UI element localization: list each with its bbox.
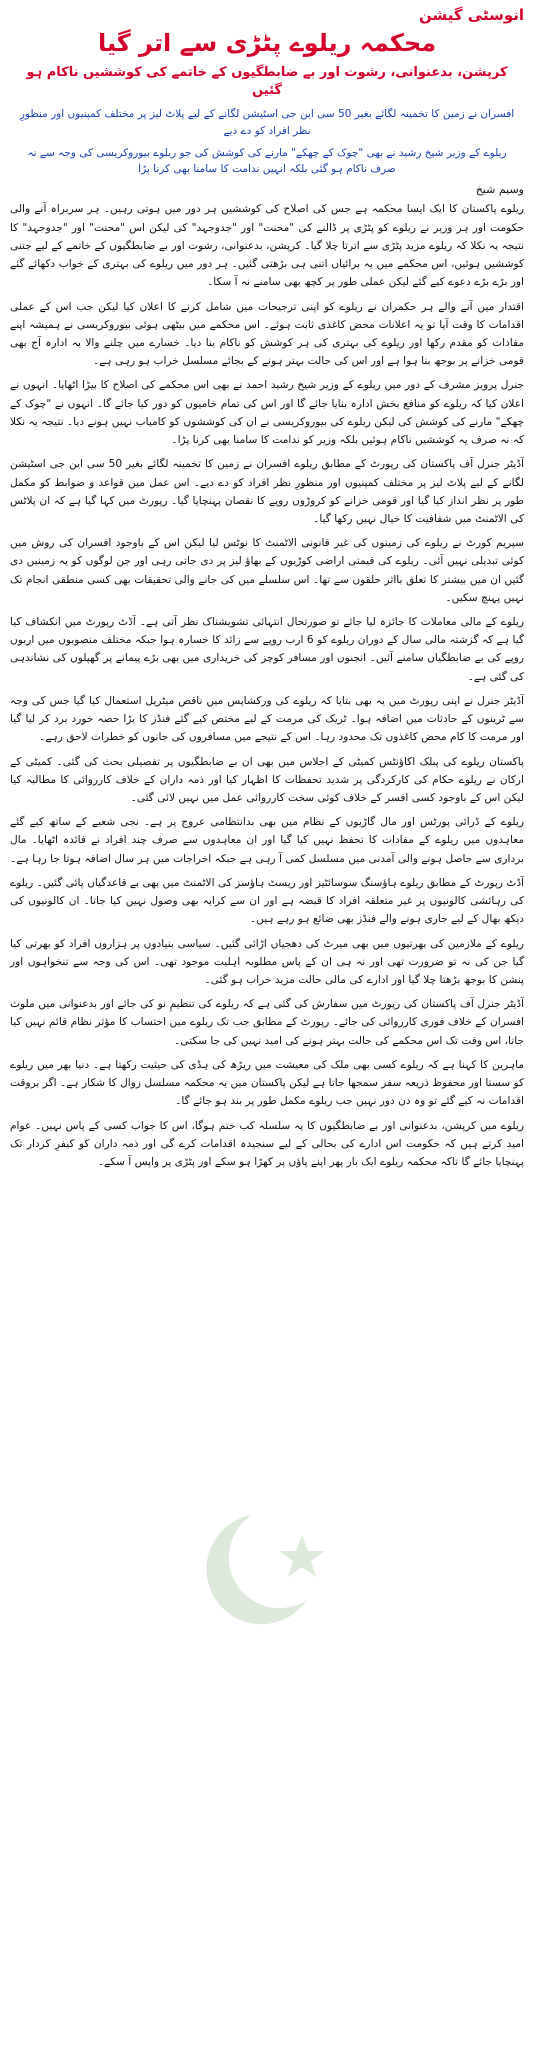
article-paragraph: اقتدار میں آنے والے ہر حکمران نے ریلوے کو اپنی ترجیحات میں شامل کرنے کا اعلان کیا لیکن جب اس کے عملی اقدامات کا وقت آیا تو یہ اعلانات محض کاغذی ثابت ہوئے۔ اس محکمے میں بیٹھی ہوئی بیوروکریسی نے ہمیشہ اپنے مفادات کو مقدم رکھا اور ریلوے کی بہتری کی ہر کوشش کو ناکام بنا دیا۔ خسارے میں چلنے والا یہ ادارہ آج بھی قومی خزانے پر بوجھ بنا ہوا ہے اور اس کی حالت بہتر ہونے کے بجائے مسلسل خراب ہو رہی ہے۔ bbox=[10, 300, 524, 368]
author-byline: وسیم شیخ bbox=[475, 183, 524, 197]
section-label: انوسٹی گیشن bbox=[418, 6, 524, 24]
article-paragraph: آڈیٹر جنرل نے اپنی رپورٹ میں یہ بھی بتایا کہ ریلوے کی ورکشاپس میں ناقص میٹریل استعمال کیا گیا جس کی وجہ سے ٹرینوں کے حادثات میں اضافہ ہوا۔ ٹریک کی مرمت کے لیے مختص کیے گئے فنڈز کا بڑا حصہ خورد برد کر لیا گیا اور مرمت کا کام محض کاغذوں تک محدود رہا۔ اس کے نتیجے میں مسافروں کی جانوں کو خطرات لاحق رہے۔ bbox=[10, 694, 524, 744]
article-headline: محکمہ ریلوے پٹڑی سے اتر گیا bbox=[97, 29, 437, 57]
article-paragraph: جنرل پرویز مشرف کے دور میں ریلوے کے وزیر شیخ رشید احمد نے بھی اس محکمے کی اصلاح کا بیڑا اٹھایا۔ انہوں نے اعلان کیا کہ ریلوے کو منافع بخش ادارہ بنایا جائے گا اور اس کی تمام خامیوں کو دور کیا جائے گا۔ انہوں نے "چوک کے چھکے" مارنے کی کوشش کی لیکن ریلوے کی بیوروکریسی نے ان کی کوششوں کو کامیاب نہیں ہونے دیا۔ نتیجہ یہ نکلا کہ نہ صرف یہ کوششیں ناکام ہوئیں بلکہ وزیر کو ندامت کا سامنا بھی کرنا پڑا۔ bbox=[10, 379, 524, 447]
article-body bbox=[10, 200, 524, 1171]
article-paragraph: سپریم کورٹ نے ریلوے کی زمینوں کی غیر قانونی الاٹمنٹ کا نوٹس لیا لیکن اس کے باوجود افسران کی روش میں کوئی تبدیلی نہیں آئی۔ ریلوے کی قیمتی اراضی کوڑیوں کے بھاؤ لیز پر دی جاتی رہی اور جن لوگوں کو یہ زمینیں دی گئیں ان میں بیشتر کا تعلق بااثر حلقوں سے تھا۔ اس سلسلے میں کی جانے والی تحقیقات بھی کسی منطقی انجام تک نہیں پہنچ سکیں۔ bbox=[10, 537, 524, 604]
article-paragraph: ریلوے پاکستان کا ایک ایسا محکمہ ہے جس کی اصلاح کی کوششیں ہر دور میں ہوتی رہیں۔ ہر سربراہ آنے والی حکومت اور ہر وزیر نے ریلوے کو پٹڑی پر ڈالنے کی "محنت" اور "جدوجہد" کی لیکن اس "محنت" اور "جدوجہد" کا نتیجہ یہ نکلا کہ ریلوے مزید پٹڑی سے اترتا چلا گیا۔ کرپشن، بدعنوانی، رشوت اور بے ضابطگیوں کے خاتمے کے لیے جتنی کوششیں ہوئیں، اس محکمے میں یہ برائیاں اتنی ہی بڑھتی گئیں۔ ہر دور میں ریلوے کی بہتری کے خواب دکھائے گئے اور بڑے بڑے دعوے کیے گئے لیکن عملی طور پر کچھ بھی سامنے نہ آ سکا۔ bbox=[10, 203, 524, 289]
article-paragraph: ریلوے میں کرپشن، بدعنوانی اور بے ضابطگیوں کا یہ سلسلہ کب ختم ہوگا، اس کا جواب کسی کے پاس نہیں۔ عوام امید کرتے ہیں کہ حکومت اس ادارے کی بحالی کے لیے سنجیدہ اقدامات کرے گی اور ذمہ داران کو کیفرِ کردار تک پہنچایا جائے گا تاکہ محکمہ ریلوے ایک بار پھر اپنے پاؤں پر کھڑا ہو سکے اور پٹڑی پر واپس آ سکے۔ bbox=[10, 1119, 524, 1168]
lead-paragraph-1: افسران نے زمین کا تخمینہ لگائے بغیر 50 سی این جی اسٹیشن لگانے کے لیے پلاٹ لیز پر مختلف کمپنیوں اور منظورِ نظر افراد کو دے دیے bbox=[19, 108, 515, 137]
article-paragraph: ریلوے کے مالی معاملات کا جائزہ لیا جائے تو صورتحال انتہائی تشویشناک نظر آتی ہے۔ آڈٹ رپورٹ میں انکشاف کیا گیا ہے کہ گزشتہ مالی سال کے دوران ریلوے کو 6 ارب روپے سے زائد کا خسارہ ہوا جبکہ مختلف منصوبوں میں اربوں روپے کی بے ضابطگیاں سامنے آئیں۔ انجنوں اور مسافر کوچز کی خریداری میں بھی بڑے پیمانے پر گھپلوں کی نشاندہی کی گئی ہے۔ bbox=[10, 616, 524, 683]
article-paragraph: آڈیٹر جنرل آف پاکستان کی رپورٹ کے مطابق ریلوے افسران نے زمین کا تخمینہ لگائے بغیر 50 سی این جی اسٹیشن لگانے کے لیے پلاٹ لیز پر مختلف کمپنیوں اور منظورِ نظر افراد کو دے دیے۔ اس عمل میں قواعد و ضوابط کو مکمل طور پر نظر انداز کیا گیا اور قومی خزانے کو کروڑوں روپے کا نقصان پہنچایا گیا۔ رپورٹ میں کہا گیا ہے کہ ان پلاٹس کی الاٹمنٹ میں شفافیت کا خیال نہیں رکھا گیا۔ bbox=[10, 458, 524, 525]
article-paragraph: آڈٹ رپورٹ کے مطابق ریلوے ہاؤسنگ سوسائٹیز اور ریسٹ ہاؤسز کی الاٹمنٹ میں بھی بے قاعدگیاں پائی گئیں۔ ریلوے کی رہائشی کالونیوں پر غیر متعلقہ افراد کا قبضہ ہے اور ان سے کرایہ بھی وصول نہیں کیا جاتا۔ ان کالونیوں کی دیکھ بھال کے لیے جاری ہونے والے فنڈز بھی ضائع ہو رہے ہیں۔ bbox=[10, 876, 524, 926]
article-paragraph: ریلوے کے ڈرائی پورٹس اور مال گاڑیوں کے نظام میں بھی بدانتظامی عروج پر ہے۔ نجی شعبے کے ساتھ کیے گئے معاہدوں میں ریلوے کے مفادات کا تحفظ نہیں کیا گیا اور ان معاہدوں سے صرف چند افراد نے فائدہ اٹھایا۔ مال برداری سے حاصل ہونے والی آمدنی میں مسلسل کمی آ رہی ہے جبکہ اخراجات میں ہر سال اضافہ ہوتا جا رہا ہے۔ bbox=[10, 816, 524, 865]
article-paragraph: آڈیٹر جنرل آف پاکستان کی رپورٹ میں سفارش کی گئی ہے کہ ریلوے کی تنظیمِ نو کی جائے اور بدعنوانی میں ملوث افسران کے خلاف فوری کارروائی کی جائے۔ رپورٹ کے مطابق جب تک ریلوے میں احتساب کا مؤثر نظام قائم نہیں کیا جاتا، اس وقت تک اس محکمے کی حالت بہتر ہونے کی امید نہیں کی جا سکتی۔ bbox=[10, 998, 524, 1047]
article-paragraph: ریلوے کے ملازمین کی بھرتیوں میں بھی میرٹ کی دھجیاں اڑائی گئیں۔ سیاسی بنیادوں پر ہزاروں افراد کو بھرتی کیا گیا جن کی نہ تو ضرورت تھی اور نہ ہی ان کے پاس مطلوبہ اہلیت موجود تھی۔ اس کی وجہ سے تنخواہوں اور پنشن کا بوجھ بڑھتا چلا گیا اور ادارے کی مالی حالت مزید خراب ہو گئی۔ bbox=[10, 937, 524, 986]
crescent-logo-watermark-icon bbox=[182, 1505, 352, 1635]
article-subhead: کرپشن، بدعنوانی، رشوت اور بے ضابطگیوں کے خاتمے کی کوششیں ناکام ہو گئیں bbox=[26, 65, 508, 99]
article-paragraph: ماہرین کا کہنا ہے کہ ریلوے کسی بھی ملک کی معیشت میں ریڑھ کی ہڈی کی حیثیت رکھتا ہے۔ دنیا بھر میں ریلوے کو سستا اور محفوظ ذریعہ سفر سمجھا جاتا ہے لیکن پاکستان میں یہ محکمہ مسلسل زوال کا شکار ہے۔ اگر بروقت اقدامات نہ کیے گئے تو وہ دن دور نہیں جب ریلوے مکمل طور پر بند ہو جائے گا۔ bbox=[10, 1058, 524, 1108]
article-paragraph: پاکستان ریلوے کی پبلک اکاؤنٹس کمیٹی کے اجلاس میں بھی ان بے ضابطگیوں پر تفصیلی بحث کی گئی۔ کمیٹی کے ارکان نے ریلوے حکام کی کارکردگی پر شدید تحفظات کا اظہار کیا اور ذمہ داران کے خلاف کارروائی کا مطالبہ کیا لیکن اس کے باوجود کسی افسر کے خلاف کوئی سخت کارروائی عمل میں نہیں لائی گئی۔ bbox=[10, 755, 524, 804]
lead-paragraph-2: ریلوے کے وزیر شیخ رشید نے بھی "چوک کے چھکے" مارنے کی کوشش کی جو ریلوے بیوروکریسی کی وجہ سے نہ صرف ناکام ہو گئی بلکہ انہیں ندامت کا سامنا بھی کرنا پڑا bbox=[27, 146, 507, 176]
